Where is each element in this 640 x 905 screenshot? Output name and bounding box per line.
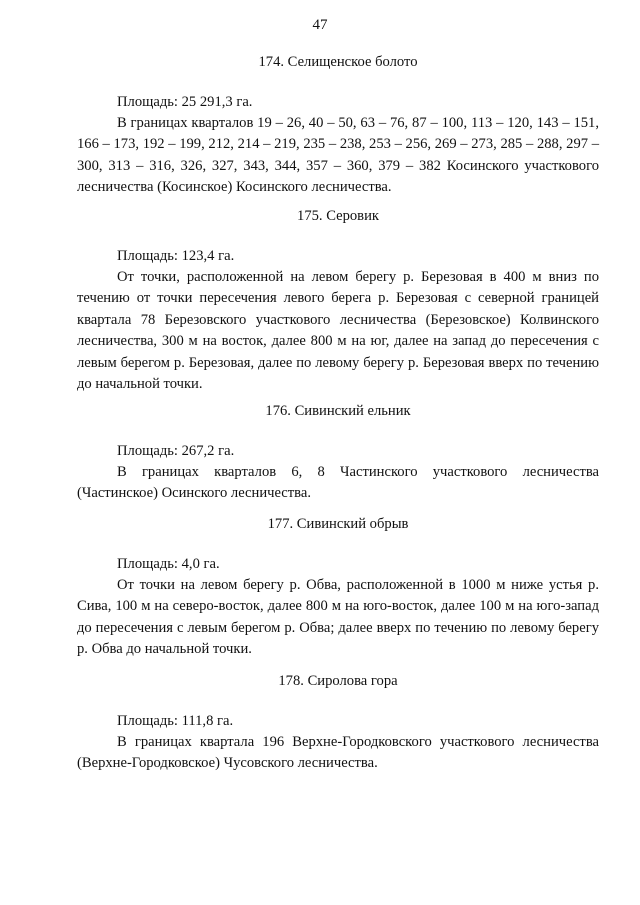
section-description: От точки, расположенной на левом берегу р. Березовая в 400 м вниз по течению от точки пересечения левого берега р. Березовая с северной границей квартала 78 Березовского участкового лесничества (Березовское) Колвинского лесничества, 300 м на восток, далее 800 м на юг, далее на запад до пересечения с левым берегом р. Березовая, далее по левому берегу р. Березовая вверх по течению до начальной точки.: [77, 269, 599, 393]
section-area: Площадь: 267,2 га.: [117, 443, 235, 459]
section-description: В границах кварталов 6, 8 Частинского участкового лесничества (Частинское) Осинского лесничества.: [77, 464, 599, 502]
section-description: В границах кварталов 19 – 26, 40 – 50, 63 – 76, 87 – 100, 113 – 120, 143 – 151, 166 – 173, 192 – 199, 212, 214 – 219, 235 – 238, 253 – 256, 269 – 273, 285 – 288, 297 – 300, 313 – 316, 326, 327, 343, 344, 357 – 360, 379 – 382 Косинского участкового лесничества (Косинское) Косинского лесничества.: [77, 115, 599, 196]
section-174: [77, 52, 599, 199]
section-area: Площадь: 123,4 га.: [117, 248, 235, 264]
section-title: 175. Серовик: [297, 208, 379, 224]
section-177: [77, 514, 599, 661]
section-178: [77, 671, 599, 775]
section-title: 177. Сивинский обрыв: [267, 516, 409, 532]
section-area: Площадь: 25 291,3 га.: [117, 94, 253, 110]
section-area: Площадь: 4,0 га.: [117, 556, 220, 572]
section-description: От точки на левом берегу р. Обва, расположенной в 1000 м ниже устья р. Сива, 100 м на северо-восток, далее 800 м на юго-восток, далее 100 м на юго-запад до пересечения с левым берегом р. Обва; далее вверх по течению по левому берегу р. Обва до начальной точки.: [77, 577, 599, 658]
section-title: 176. Сивинский ельник: [265, 403, 411, 419]
section-176: [77, 401, 599, 505]
section-title: 178. Сиролова гора: [278, 673, 398, 689]
section-description: В границах квартала 196 Верхне-Городковского участкового лесничества (Верхне-Городковское) Чусовского лесничества.: [77, 734, 599, 772]
section-175: [77, 206, 599, 395]
page-number: 47: [312, 17, 328, 33]
section-title: 174. Селищенское болото: [258, 54, 418, 70]
section-area: Площадь: 111,8 га.: [117, 713, 234, 729]
